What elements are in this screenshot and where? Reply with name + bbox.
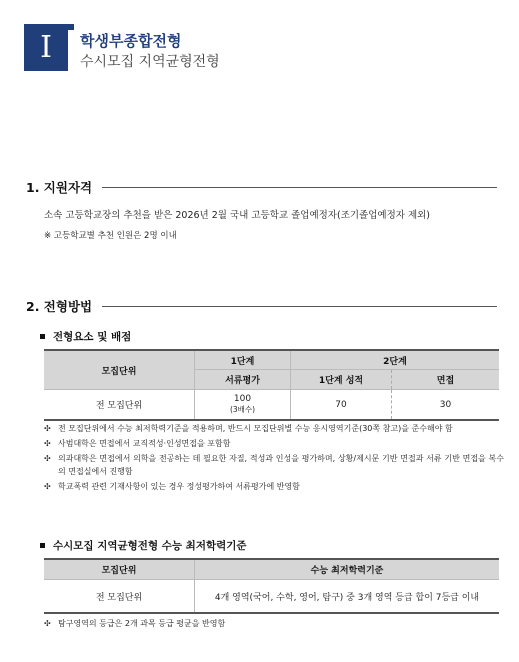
table-header-cell: 2단계 — [291, 350, 500, 370]
method-notes — [44, 422, 504, 495]
table-header-cell: 서류평가 — [195, 370, 291, 390]
table-header-cell: 1단계 — [195, 350, 291, 370]
table-cell: 전 모집단위 — [44, 390, 195, 421]
section-heading-eligibility — [26, 178, 497, 196]
note-mark-icon: ✣ — [44, 424, 51, 433]
table-cell — [195, 390, 291, 421]
table-header-row — [44, 350, 499, 370]
section-number-badge: I — [24, 24, 68, 71]
eligibility-text: 소속 고등학교장의 추천을 받은 2026년 2월 국내 고등학교 졸업예정자(조기졸업예정자 제외) — [44, 210, 431, 221]
list-item — [44, 452, 504, 478]
section-heading-text: 2. 전형방법 — [26, 299, 93, 314]
table-header-cell: 1단계 성적 — [291, 370, 392, 390]
table-cell: 전 모집단위 — [44, 580, 195, 614]
note-text: 탐구영역의 등급은 2개 과목 등급 평균을 반영함 — [58, 619, 226, 628]
note-text: 학교폭력 관련 기재사항이 있는 경우 정성평가하여 서류평가에 반영함 — [58, 482, 300, 491]
note-text: 사범대학은 면접에서 교직적성·인성면접을 포함함 — [58, 439, 231, 448]
note-mark-icon: ✣ — [44, 482, 51, 491]
table-header-cell: 모집단위 — [44, 559, 195, 580]
table-cell: 4개 영역(국어, 수학, 영어, 탐구) 중 3개 영역 등급 합이 7등급 이내 — [195, 580, 500, 614]
csat-minimum-table — [44, 558, 499, 614]
note-mark-icon: ✣ — [44, 619, 51, 628]
doc-score: 100 — [233, 394, 252, 404]
table-header-cell: 모집단위 — [44, 350, 195, 390]
table-header-cell: 면접 — [392, 370, 500, 390]
section-heading-method — [26, 297, 497, 315]
list-item — [44, 422, 504, 435]
table-header-cell: 수능 최저학력기준 — [195, 559, 500, 580]
table-row — [44, 580, 499, 614]
square-bullet-icon — [40, 543, 45, 548]
list-item — [44, 480, 504, 493]
eligibility-note: ※ 고등학교별 추천 인원은 2명 이내 — [44, 231, 177, 241]
subheading-csat-minimum — [40, 538, 247, 553]
doc-multiplier: (3배수) — [229, 405, 256, 414]
note-text: 의과대학은 면접에서 의학을 전공하는 데 필요한 자질, 적성과 인성을 평가하며, 상황/제시문 기반 면접과 서류 기반 면접을 복수의 면접실에서 진행함 — [58, 454, 504, 476]
table-row — [44, 390, 499, 421]
section-divider — [102, 187, 497, 188]
table-cell: 30 — [392, 390, 500, 421]
list-item — [44, 617, 504, 630]
subheading-elements — [40, 329, 131, 344]
note-text: 전 모집단위에서 수능 최저학력기준을 적용하며, 반드시 모집단위별 수능 응시영역기준(30쪽 참고)을 준수해야 함 — [58, 424, 453, 433]
page-subtitle: 수시모집 지역균형전형 — [80, 54, 220, 70]
subheading-text: 수시모집 지역균형전형 수능 최저학력기준 — [53, 540, 247, 552]
note-mark-icon: ✣ — [44, 454, 51, 463]
scoring-table — [44, 349, 499, 421]
section-heading-text: 1. 지원자격 — [26, 180, 93, 195]
subheading-text: 전형요소 및 배점 — [53, 331, 132, 343]
table-header-row — [44, 559, 499, 580]
page-title: 학생부종합전형 — [80, 32, 182, 50]
square-bullet-icon — [40, 334, 45, 339]
section-divider — [102, 306, 497, 307]
table-cell: 70 — [291, 390, 392, 421]
list-item — [44, 437, 504, 450]
note-mark-icon: ✣ — [44, 439, 51, 448]
csat-notes — [44, 617, 504, 632]
